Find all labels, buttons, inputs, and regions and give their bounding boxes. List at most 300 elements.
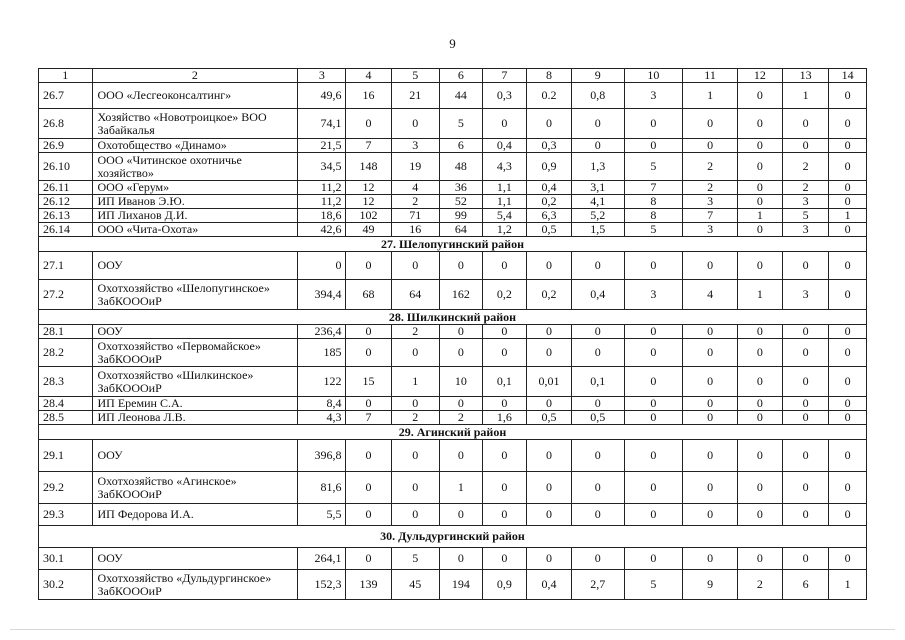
value-cell: 0 [829, 472, 867, 504]
value-cell: 0 [829, 109, 867, 139]
value-cell: 1 [829, 570, 867, 600]
value-cell: 0 [683, 504, 738, 526]
value-cell: 99 [439, 209, 482, 223]
value-cell: 0 [572, 139, 624, 153]
value-cell: 3 [624, 280, 683, 310]
table-row [39, 367, 867, 397]
value-cell: 5 [391, 548, 439, 570]
value-cell: 0 [526, 472, 571, 504]
value-cell: 0 [737, 504, 782, 526]
value-cell: 0 [737, 440, 782, 472]
value-cell: 0 [829, 397, 867, 411]
value-cell: 0 [624, 325, 683, 339]
value-cell: 0 [829, 325, 867, 339]
value-cell: 0 [737, 109, 782, 139]
value-cell: 0 [624, 367, 683, 397]
area-cell: 42,6 [298, 223, 346, 237]
value-cell: 0 [482, 440, 526, 472]
column-number-cell: 10 [624, 69, 683, 83]
value-cell: 0 [829, 252, 867, 280]
value-cell: 3,1 [572, 181, 624, 195]
area-cell: 11,2 [298, 195, 346, 209]
value-cell: 0 [439, 325, 482, 339]
value-cell: 0 [346, 339, 391, 367]
value-cell: 0 [782, 472, 828, 504]
organization-name-cell: ООО «Герум» [92, 181, 298, 195]
organization-name-cell: ООО «Лесгеоконсалтинг» [92, 83, 298, 109]
organization-name-cell: ИП Федорова И.А. [92, 504, 298, 526]
area-cell: 81,6 [298, 472, 346, 504]
value-cell: 0 [526, 109, 571, 139]
district-section-row [39, 237, 867, 252]
value-cell: 0 [346, 397, 391, 411]
row-code-cell: 28.5 [39, 411, 93, 425]
value-cell: 1,2 [482, 223, 526, 237]
value-cell: 6 [782, 570, 828, 600]
value-cell: 0 [526, 504, 571, 526]
value-cell: 1,3 [572, 153, 624, 181]
value-cell: 0 [624, 411, 683, 425]
value-cell: 3 [782, 280, 828, 310]
value-cell: 0 [346, 472, 391, 504]
value-cell: 0 [829, 280, 867, 310]
value-cell: 0 [782, 325, 828, 339]
value-cell: 1,6 [482, 411, 526, 425]
organization-name-cell: Охотхозяйство «Шелопугинское» ЗабКОООиР [92, 280, 298, 310]
value-cell: 0 [624, 109, 683, 139]
value-cell: 15 [346, 367, 391, 397]
area-cell: 11,2 [298, 181, 346, 195]
row-code-cell: 28.4 [39, 397, 93, 411]
value-cell: 1,1 [482, 195, 526, 209]
value-cell: 0 [572, 109, 624, 139]
column-number-cell: 13 [782, 69, 828, 83]
table-row [39, 440, 867, 472]
area-cell: 34,5 [298, 153, 346, 181]
value-cell: 0 [391, 440, 439, 472]
column-number-cell: 2 [92, 69, 298, 83]
area-cell: 185 [298, 339, 346, 367]
table-row [39, 339, 867, 367]
value-cell: 0 [391, 472, 439, 504]
value-cell: 1 [829, 209, 867, 223]
value-cell: 0 [683, 440, 738, 472]
value-cell: 0 [526, 252, 571, 280]
value-cell: 0 [782, 367, 828, 397]
column-number-cell: 4 [346, 69, 391, 83]
value-cell: 0 [572, 339, 624, 367]
value-cell: 3 [683, 195, 738, 209]
value-cell: 0 [782, 252, 828, 280]
value-cell: 0 [829, 83, 867, 109]
value-cell: 44 [439, 83, 482, 109]
value-cell: 3 [391, 139, 439, 153]
value-cell: 1 [439, 472, 482, 504]
value-cell: 1,1 [482, 181, 526, 195]
column-number-cell: 12 [737, 69, 782, 83]
value-cell: 102 [346, 209, 391, 223]
value-cell: 0 [572, 504, 624, 526]
organization-name-cell: Охотхозяйство «Шилкинское» ЗабКОООиР [92, 367, 298, 397]
row-code-cell: 26.8 [39, 109, 93, 139]
table-row [39, 109, 867, 139]
value-cell: 0 [391, 397, 439, 411]
organization-name-cell: ООО «Чита-Охота» [92, 223, 298, 237]
value-cell: 0 [482, 325, 526, 339]
value-cell: 0,01 [526, 367, 571, 397]
row-code-cell: 28.3 [39, 367, 93, 397]
district-title: 27. Шелопугинский район [39, 237, 867, 252]
value-cell: 2 [737, 570, 782, 600]
table-body [39, 69, 867, 600]
column-number-cell: 11 [683, 69, 738, 83]
value-cell: 1 [737, 209, 782, 223]
value-cell: 3 [624, 83, 683, 109]
area-cell: 74,1 [298, 109, 346, 139]
value-cell: 0 [683, 325, 738, 339]
value-cell: 0 [439, 252, 482, 280]
value-cell: 0 [572, 440, 624, 472]
value-cell: 0 [624, 339, 683, 367]
value-cell: 5 [624, 153, 683, 181]
value-cell: 0 [346, 440, 391, 472]
value-cell: 0,4 [482, 139, 526, 153]
value-cell: 0 [737, 83, 782, 109]
table-row [39, 397, 867, 411]
district-section-row [39, 310, 867, 325]
value-cell: 0,2 [526, 195, 571, 209]
value-cell: 7 [624, 181, 683, 195]
value-cell: 0 [829, 548, 867, 570]
value-cell: 4,1 [572, 195, 624, 209]
organization-name-cell: ИП Леонова Л.В. [92, 411, 298, 425]
value-cell: 0 [346, 252, 391, 280]
value-cell: 0,1 [572, 367, 624, 397]
organization-name-cell: ООУ [92, 325, 298, 339]
organization-name-cell: ООО «Читинское охотничье хозяйство» [92, 153, 298, 181]
page-number: 9 [449, 36, 456, 51]
row-code-cell: 30.2 [39, 570, 93, 600]
value-cell: 5,2 [572, 209, 624, 223]
value-cell: 68 [346, 280, 391, 310]
value-cell: 0 [683, 109, 738, 139]
value-cell: 0 [526, 440, 571, 472]
value-cell: 1 [391, 367, 439, 397]
value-cell: 16 [346, 83, 391, 109]
value-cell: 0 [737, 223, 782, 237]
value-cell: 4,3 [482, 153, 526, 181]
value-cell: 0 [572, 325, 624, 339]
value-cell: 0,4 [526, 570, 571, 600]
value-cell: 10 [439, 367, 482, 397]
district-title: 28. Шилкинский район [39, 310, 867, 325]
value-cell: 0 [526, 397, 571, 411]
area-cell: 394,4 [298, 280, 346, 310]
area-cell: 236,4 [298, 325, 346, 339]
value-cell: 21 [391, 83, 439, 109]
district-section-row [39, 526, 867, 548]
value-cell: 0 [572, 472, 624, 504]
value-cell: 0 [737, 139, 782, 153]
value-cell: 0 [829, 181, 867, 195]
value-cell: 0 [624, 548, 683, 570]
value-cell: 139 [346, 570, 391, 600]
value-cell: 12 [346, 181, 391, 195]
value-cell: 45 [391, 570, 439, 600]
value-cell: 2 [439, 411, 482, 425]
value-cell: 0,2 [482, 280, 526, 310]
value-cell: 0,3 [482, 83, 526, 109]
table-row [39, 280, 867, 310]
value-cell: 0.2 [526, 83, 571, 109]
value-cell: 0 [482, 397, 526, 411]
hunting-grounds-table [38, 68, 867, 600]
value-cell: 6 [439, 139, 482, 153]
organization-name-cell: Охотобщество «Динамо» [92, 139, 298, 153]
area-cell: 122 [298, 367, 346, 397]
value-cell: 0 [683, 411, 738, 425]
column-number-cell: 14 [829, 69, 867, 83]
table-row [39, 223, 867, 237]
value-cell: 0 [737, 252, 782, 280]
row-code-cell: 28.1 [39, 325, 93, 339]
value-cell: 0 [683, 548, 738, 570]
value-cell: 0 [829, 153, 867, 181]
row-code-cell: 30.1 [39, 548, 93, 570]
area-cell: 396,8 [298, 440, 346, 472]
value-cell: 0 [829, 367, 867, 397]
value-cell: 7 [683, 209, 738, 223]
value-cell: 5 [439, 109, 482, 139]
district-section-row [39, 425, 867, 440]
value-cell: 48 [439, 153, 482, 181]
value-cell: 0 [346, 504, 391, 526]
value-cell: 71 [391, 209, 439, 223]
column-number-cell: 5 [391, 69, 439, 83]
value-cell: 0 [526, 339, 571, 367]
value-cell: 19 [391, 153, 439, 181]
table-row [39, 195, 867, 209]
value-cell: 0 [624, 472, 683, 504]
area-cell: 4,3 [298, 411, 346, 425]
value-cell: 0 [439, 548, 482, 570]
organization-name-cell: Хозяйство «Новотроицкое» ВОО Забайкалья [92, 109, 298, 139]
table-row [39, 325, 867, 339]
value-cell: 0 [624, 139, 683, 153]
area-cell: 8,4 [298, 397, 346, 411]
value-cell: 64 [391, 280, 439, 310]
value-cell: 4 [683, 280, 738, 310]
column-number-cell: 7 [482, 69, 526, 83]
value-cell: 5,4 [482, 209, 526, 223]
value-cell: 0 [782, 397, 828, 411]
value-cell: 0 [624, 504, 683, 526]
column-number-cell: 6 [439, 69, 482, 83]
value-cell: 0 [482, 339, 526, 367]
area-cell: 0 [298, 252, 346, 280]
area-cell: 49,6 [298, 83, 346, 109]
value-cell: 0 [346, 325, 391, 339]
column-number-cell: 8 [526, 69, 571, 83]
organization-name-cell: Охотхозяйство «Агинское» ЗабКОООиР [92, 472, 298, 504]
value-cell: 0 [782, 339, 828, 367]
value-cell: 0 [782, 139, 828, 153]
value-cell: 0 [391, 504, 439, 526]
value-cell: 1 [782, 83, 828, 109]
organization-name-cell: ООУ [92, 252, 298, 280]
value-cell: 194 [439, 570, 482, 600]
value-cell: 0,9 [526, 153, 571, 181]
value-cell: 0 [683, 252, 738, 280]
table-row [39, 139, 867, 153]
value-cell: 0,5 [526, 411, 571, 425]
area-cell: 5,5 [298, 504, 346, 526]
value-cell: 16 [391, 223, 439, 237]
value-cell: 0,5 [572, 411, 624, 425]
value-cell: 4 [391, 181, 439, 195]
value-cell: 0 [829, 339, 867, 367]
organization-name-cell: ИП Иванов Э.Ю. [92, 195, 298, 209]
value-cell: 0 [782, 548, 828, 570]
value-cell: 0 [737, 325, 782, 339]
value-cell: 0 [683, 472, 738, 504]
value-cell: 0 [439, 504, 482, 526]
organization-name-cell: ООУ [92, 440, 298, 472]
value-cell: 0 [683, 367, 738, 397]
value-cell: 0 [782, 504, 828, 526]
value-cell: 0 [737, 411, 782, 425]
row-code-cell: 26.11 [39, 181, 93, 195]
table-row [39, 570, 867, 600]
value-cell: 0 [572, 252, 624, 280]
value-cell: 0 [482, 252, 526, 280]
value-cell: 64 [439, 223, 482, 237]
value-cell: 0 [829, 440, 867, 472]
value-cell: 0 [482, 548, 526, 570]
value-cell: 8 [624, 195, 683, 209]
column-number-cell: 9 [572, 69, 624, 83]
district-title: 29. Агинский район [39, 425, 867, 440]
value-cell: 3 [782, 223, 828, 237]
row-code-cell: 26.10 [39, 153, 93, 181]
value-cell: 12 [346, 195, 391, 209]
value-cell: 0 [737, 195, 782, 209]
row-code-cell: 28.2 [39, 339, 93, 367]
row-code-cell: 29.1 [39, 440, 93, 472]
value-cell: 9 [683, 570, 738, 600]
area-cell: 18,6 [298, 209, 346, 223]
row-code-cell: 27.2 [39, 280, 93, 310]
value-cell: 0,1 [482, 367, 526, 397]
value-cell: 36 [439, 181, 482, 195]
value-cell: 1 [737, 280, 782, 310]
value-cell: 0 [782, 411, 828, 425]
column-number-row [39, 69, 867, 83]
row-code-cell: 26.12 [39, 195, 93, 209]
value-cell: 0 [346, 109, 391, 139]
value-cell: 0 [482, 472, 526, 504]
value-cell: 0,8 [572, 83, 624, 109]
value-cell: 5 [624, 570, 683, 600]
value-cell: 0 [526, 325, 571, 339]
value-cell: 0,9 [482, 570, 526, 600]
table-row [39, 548, 867, 570]
value-cell: 0 [439, 440, 482, 472]
value-cell: 0 [737, 181, 782, 195]
value-cell: 0 [782, 109, 828, 139]
row-code-cell: 27.1 [39, 252, 93, 280]
value-cell: 0 [829, 411, 867, 425]
value-cell: 0 [737, 367, 782, 397]
value-cell: 2,7 [572, 570, 624, 600]
value-cell: 2 [782, 181, 828, 195]
value-cell: 2 [391, 195, 439, 209]
row-code-cell: 29.2 [39, 472, 93, 504]
organization-name-cell: Охотхозяйство «Дульдургинское» ЗабКОООиР [92, 570, 298, 600]
value-cell: 0 [782, 440, 828, 472]
value-cell: 0 [391, 109, 439, 139]
column-number-cell: 1 [39, 69, 93, 83]
value-cell: 0,5 [526, 223, 571, 237]
table-row [39, 252, 867, 280]
organization-name-cell: ИП Еремин С.А. [92, 397, 298, 411]
value-cell: 2 [683, 153, 738, 181]
column-number-cell: 3 [298, 69, 346, 83]
value-cell: 0 [624, 397, 683, 411]
value-cell: 0,4 [526, 181, 571, 195]
scan-edge-line [10, 629, 895, 630]
value-cell: 0 [683, 339, 738, 367]
value-cell: 0 [737, 548, 782, 570]
value-cell: 7 [346, 411, 391, 425]
value-cell: 0 [572, 548, 624, 570]
table-row [39, 181, 867, 195]
value-cell: 2 [391, 325, 439, 339]
value-cell: 8 [624, 209, 683, 223]
table-row [39, 209, 867, 223]
value-cell: 1 [683, 83, 738, 109]
value-cell: 0 [737, 397, 782, 411]
value-cell: 0 [391, 339, 439, 367]
value-cell: 0,2 [526, 280, 571, 310]
value-cell: 0 [683, 397, 738, 411]
value-cell: 0 [737, 153, 782, 181]
value-cell: 2 [391, 411, 439, 425]
organization-name-cell: ООУ [92, 548, 298, 570]
value-cell: 0 [737, 472, 782, 504]
value-cell: 7 [346, 139, 391, 153]
value-cell: 6,3 [526, 209, 571, 223]
value-cell: 5 [624, 223, 683, 237]
value-cell: 0,3 [526, 139, 571, 153]
table-row [39, 411, 867, 425]
value-cell: 5 [782, 209, 828, 223]
value-cell: 1,5 [572, 223, 624, 237]
area-cell: 264,1 [298, 548, 346, 570]
value-cell: 3 [782, 195, 828, 209]
value-cell: 0 [829, 504, 867, 526]
organization-name-cell: Охотхозяйство «Первомайское» ЗабКОООиР [92, 339, 298, 367]
value-cell: 148 [346, 153, 391, 181]
table-row [39, 83, 867, 109]
value-cell: 0 [829, 223, 867, 237]
area-cell: 21,5 [298, 139, 346, 153]
table-row [39, 472, 867, 504]
table-row [39, 153, 867, 181]
row-code-cell: 26.9 [39, 139, 93, 153]
value-cell: 0 [572, 397, 624, 411]
table-row [39, 504, 867, 526]
